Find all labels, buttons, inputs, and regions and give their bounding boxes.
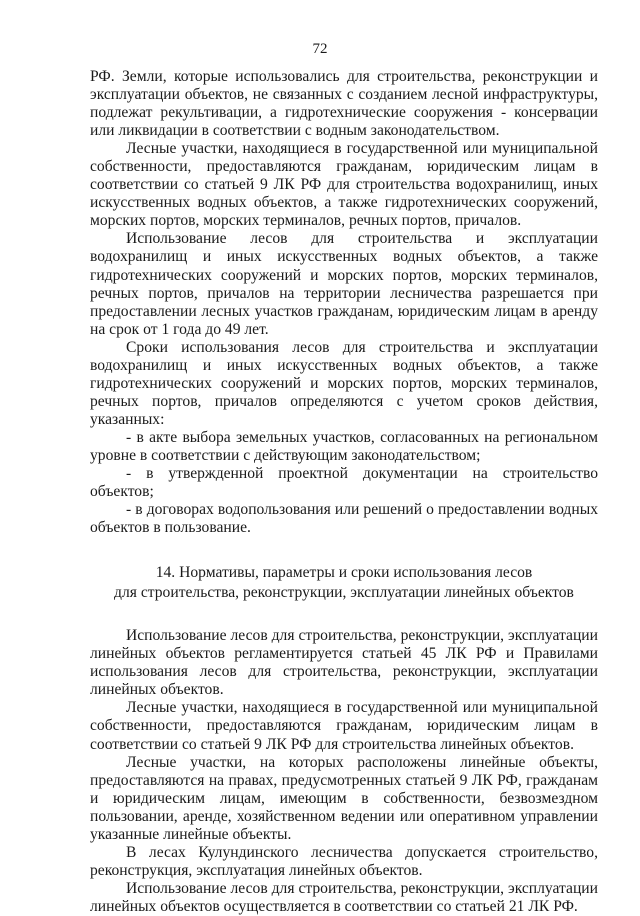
- paragraph: Использование лесов для строительства и эксплуатации водохранилищ и иных искусственных водных объектов, а также гидротехнических сооружений и морских портов, морских терминалов, речных портов, причалов на территории лесничества разрешается при предоставлении лесных участков гражданам, юридическим лицам в аренду на срок от 1 года до 49 лет.: [90, 230, 598, 338]
- paragraph: Использование лесов для строительства, реконструкции, эксплуатации линейных объектов осуществляется в соответствии со статьей 21 ЛК РФ.: [90, 879, 598, 915]
- paragraph: Лесные участки, находящиеся в государственной или муниципальной собственности, предоставляются гражданам, юридическим лицам в соответствии со статьей 9 ЛК РФ для строительства линейных объектов.: [90, 699, 598, 753]
- paragraph: В лесах Кулундинского лесничества допускается строительство, реконструкция, эксплуатация линейных объектов.: [90, 843, 598, 879]
- paragraph: Лесные участки, на которых расположены линейные объекты, предоставляются на правах, предусмотренных статьей 9 ЛК РФ, гражданам и юридическим лицам, имеющим в собственности, безвозмездном пользовании, аренде, хозяйственном ведении или оперативном управлении указанные линейные объекты.: [90, 753, 598, 843]
- list-item: - в акте выбора земельных участков, согласованных на региональном уровне в соответствии с действующим законодательством;: [90, 428, 598, 464]
- paragraph: РФ. Земли, которые использовались для строительства, реконструкции и эксплуатации объектов, не связанных с созданием лесной инфраструктуры, подлежат рекультивации, а гидротехнические сооружения - консервации или ликвидации в соответствии с водным законодательством.: [90, 68, 598, 140]
- section-heading: [90, 563, 598, 603]
- page-number: 72: [312, 41, 328, 57]
- document-body: [90, 68, 598, 916]
- paragraph: Лесные участки, находящиеся в государственной или муниципальной собственности, предоставляются гражданам, юридическим лицам в соответствии со статьей 9 ЛК РФ для строительства водохранилищ, иных искусственных водных объектов, а также гидротехнических сооружений, морских портов, морских терминалов, речных портов, причалов.: [90, 140, 598, 230]
- list-item: - в утвержденной проектной документации на строительство объектов;: [90, 465, 598, 501]
- section-heading-line: для строительства, реконструкции, эксплуатации линейных объектов: [114, 584, 574, 602]
- list-item: - в договорах водопользования или решений о предоставлении водных объектов в пользование.: [90, 501, 598, 537]
- section-heading-line: 14. Нормативы, параметры и сроки использования лесов: [155, 564, 533, 582]
- paragraph: Использование лесов для строительства, реконструкции, эксплуатации линейных объектов регламентируется статьей 45 ЛК РФ и Правилами использования лесов для строительства, реконструкции, эксплуатации линейных объектов.: [90, 627, 598, 699]
- paragraph: Сроки использования лесов для строительства и эксплуатации водохранилищ и иных искусственных водных объектов, а также гидротехнических сооружений и морских портов, морских терминалов, речных портов, причалов определяются с учетом сроков действия, указанных:: [90, 338, 598, 428]
